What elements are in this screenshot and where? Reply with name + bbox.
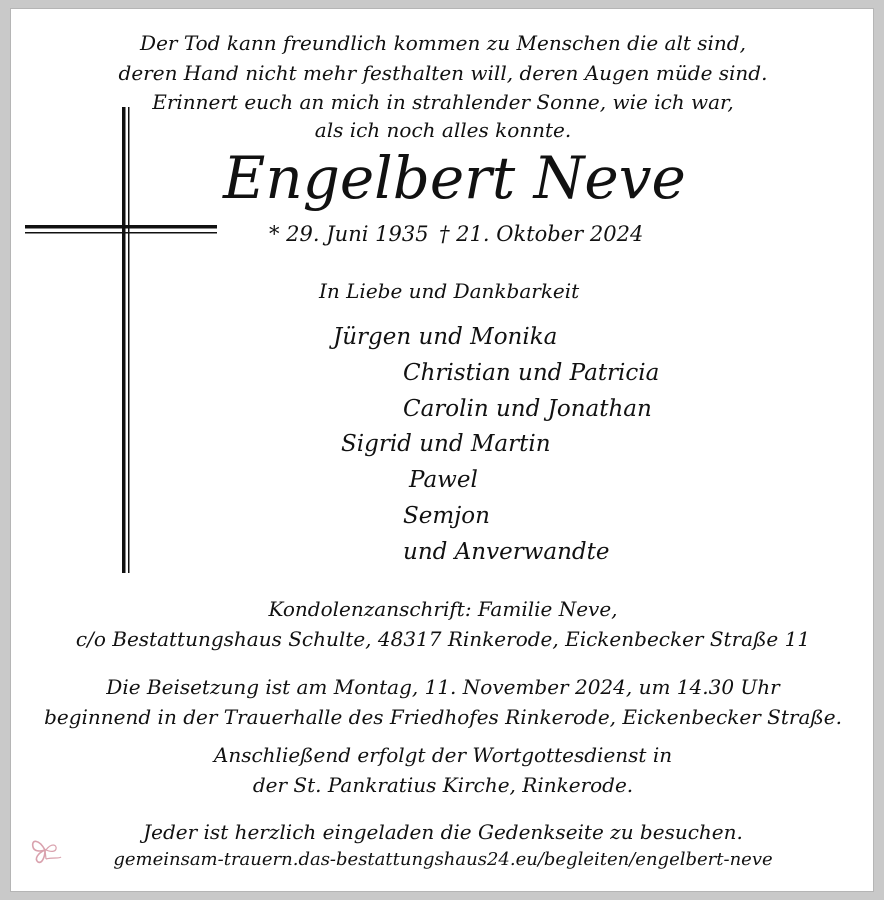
quote-line: deren Hand nicht mehr festhalten will, deren Augen müde sind. xyxy=(118,61,768,85)
invite-line: Jeder ist herzlich eingeladen die Gedenkseite zu besuchen. xyxy=(143,820,743,844)
mourner-line: Jürgen und Monika xyxy=(333,324,558,350)
burial-line: beginnend in der Trauerhalle des Friedhofes Rinkerode, Eickenbecker Straße. xyxy=(44,705,842,729)
mourner-line: Christian und Patricia xyxy=(403,360,660,386)
death-date: † 21. Oktober 2024 xyxy=(439,222,644,246)
dedication: In Liebe und Dankbarkeit xyxy=(319,279,580,303)
condolence-line: c/o Bestattungshaus Schulte, 48317 Rinkerode, Eickenbecker Straße 11 xyxy=(75,627,811,651)
quote-line: als ich noch alles konnte. xyxy=(314,118,572,142)
burial-line: Die Beisetzung ist am Montag, 11. November 2024, um 14.30 Uhr xyxy=(106,675,780,699)
service-line: Anschließend erfolgt der Wortgottesdienst in xyxy=(213,743,673,767)
obituary-card xyxy=(10,8,874,892)
mourner-line: und Anverwandte xyxy=(403,539,610,565)
butterfly-logo-icon xyxy=(29,835,63,865)
mourner-line: Sigrid und Martin xyxy=(341,431,551,457)
service-line: der St. Pankratius Kirche, Rinkerode. xyxy=(252,773,634,797)
deceased-name: Engelbert Neve xyxy=(223,144,686,212)
condolence-line: Kondolenzanschrift: Familie Neve, xyxy=(268,597,618,621)
memorial-url[interactable]: gemeinsam-trauern.das-bestattungshaus24.eu/begleiten/engelbert-neve xyxy=(113,849,773,870)
cross-icon xyxy=(25,107,217,573)
mourner-line: Pawel xyxy=(409,467,478,493)
quote-line: Der Tod kann freundlich kommen zu Menschen die alt sind, xyxy=(140,31,746,55)
birth-date: * 29. Juni 1935 xyxy=(269,222,429,246)
mourner-line: Carolin und Jonathan xyxy=(403,396,652,422)
quote-line: Erinnert euch an mich in strahlender Sonne, wie ich war, xyxy=(152,90,734,114)
mourner-line: Semjon xyxy=(403,503,490,529)
